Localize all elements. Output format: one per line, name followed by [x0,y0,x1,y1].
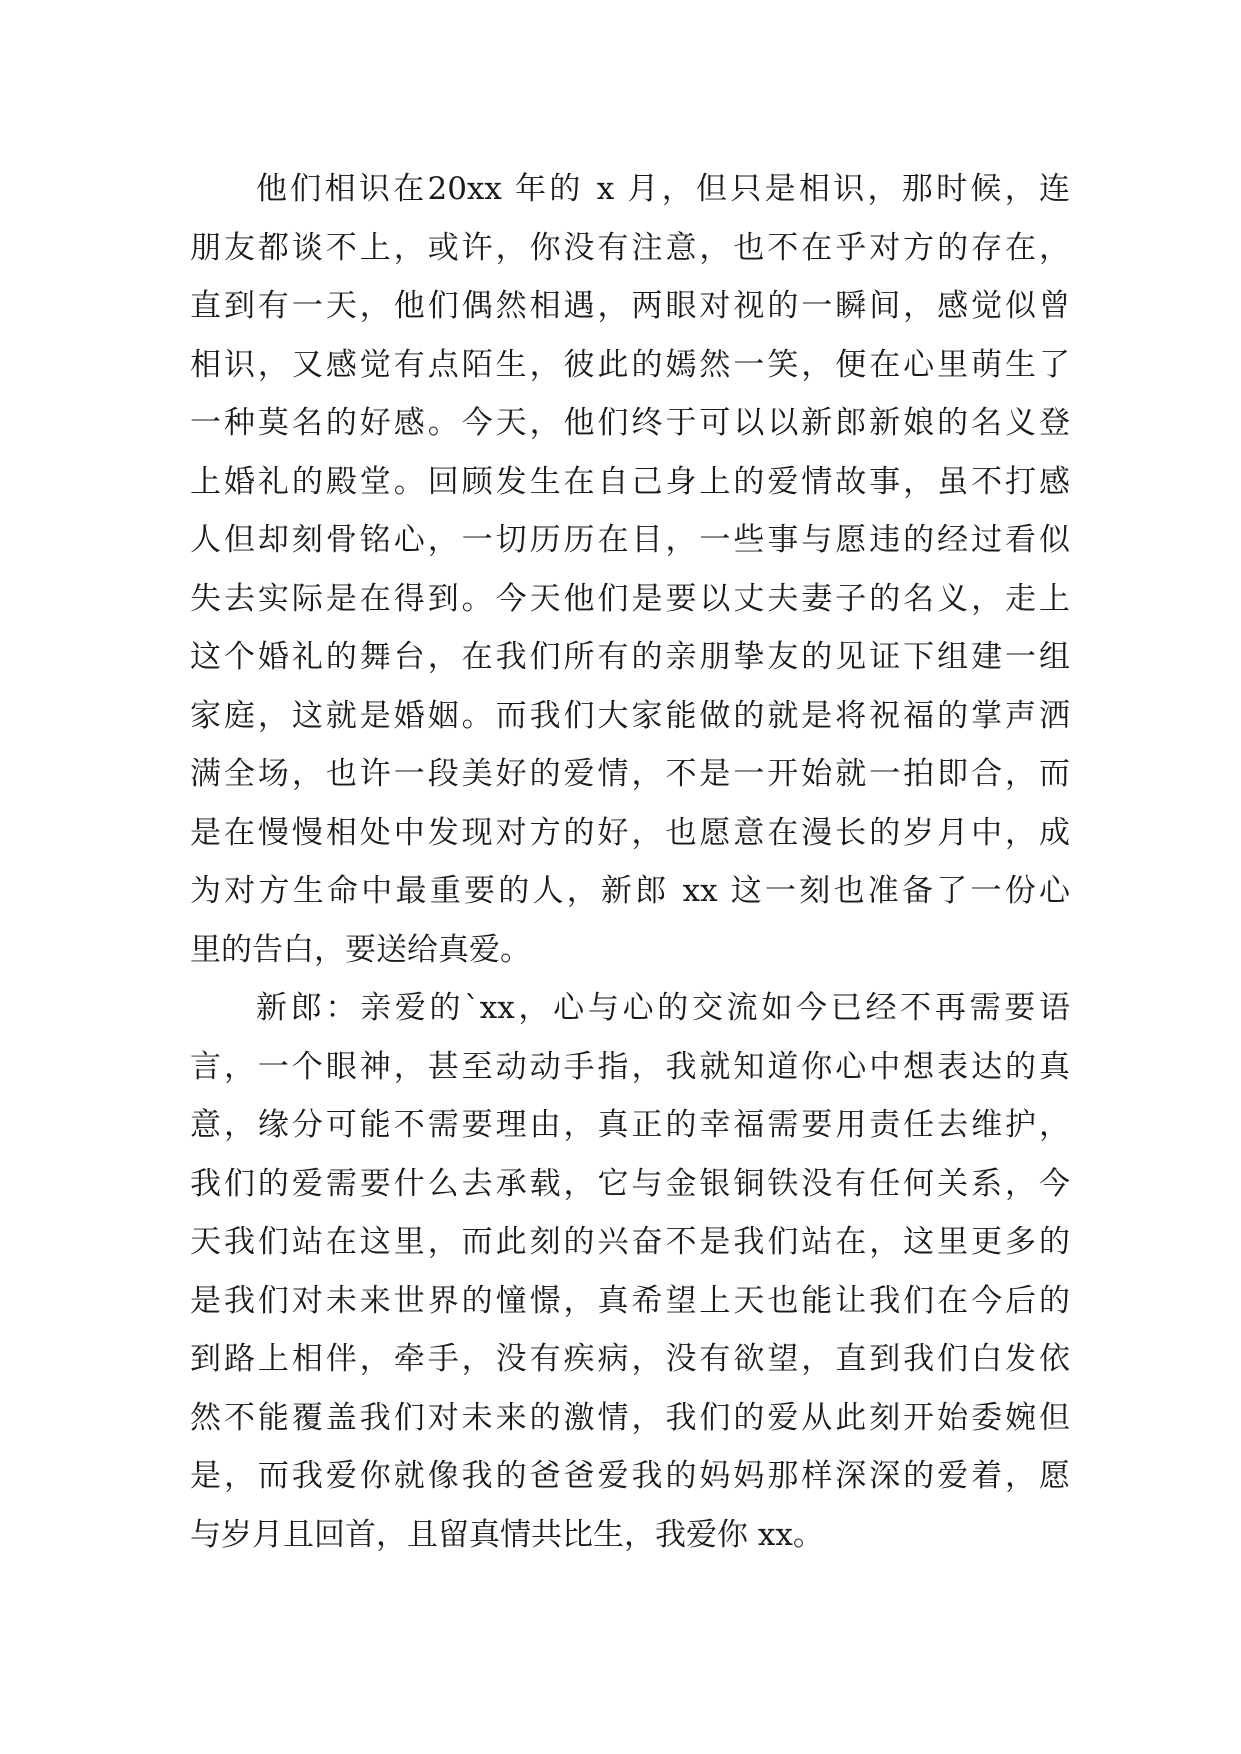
text-line: 是，而我爱你就像我的爸爸爱我的妈妈那样深深的爱着，愿 [190,1458,1070,1494]
text-line: 人但却刻骨铭心，一切历历在目，一些事与愿违的经过看似 [190,522,1070,558]
text-line: 上婚礼的殿堂。回顾发生在自己身上的爱情故事，虽不打感 [190,463,1070,500]
document-body [190,160,1070,1564]
text-line: 与岁月且回首，且留真情共比生，我爱你 xx。 [190,1516,824,1553]
text-line: 是我们对未来世界的憧憬，真希望上天也能让我们在今后的 [190,1282,1070,1319]
text-line: 里的告白，要送给真爱。 [190,931,531,968]
text-line: 直到有一天，他们偶然相遇，两眼对视的一瞬间，感觉似曾 [190,288,1070,324]
text-line: 新郎：亲爱的`xx，心与心的交流如今已经不再需要语 [256,990,1070,1026]
text-line: 这个婚礼的舞台，在我们所有的亲朋挚友的见证下组建一组 [190,639,1070,675]
text-line: 言，一个眼神，甚至动动手指，我就知道你心中想表达的真 [190,1048,1070,1085]
text-line: 他们相识在20xx 年的 x 月，但只是相识，那时候，连 [256,171,1070,207]
text-line: 失去实际是在得到。今天他们是要以丈夫妻子的名义，走上 [190,580,1070,617]
text-line: 家庭，这就是婚姻。而我们大家能做的就是将祝福的掌声洒 [190,697,1070,734]
text-line: 是在慢慢相处中发现对方的好，也愿意在漫长的岁月中，成 [190,814,1070,851]
text-line: 然不能覆盖我们对未来的激情，我们的爱从此刻开始委婉但 [190,1399,1070,1436]
text-line: 到路上相伴，牵手，没有疾病，没有欲望，直到我们白发依 [190,1341,1070,1377]
text-line: 意，缘分可能不需要理由，真正的幸福需要用责任去维护， [190,1107,1070,1143]
text-line: 我们的爱需要什么去承载，它与金银铜铁没有任何关系，今 [190,1165,1070,1202]
text-line: 朋友都谈不上，或许，你没有注意，也不在乎对方的存在， [190,229,1070,266]
text-line: 相识，又感觉有点陌生，彼此的嫣然一笑，便在心里萌生了 [190,346,1070,383]
text-line: 为对方生命中最重要的人，新郎 xx 这一刻也准备了一份心 [190,873,1070,909]
paragraph-1 [190,160,1070,979]
text-line: 满全场，也许一段美好的爱情，不是一开始就一拍即合，而 [190,756,1070,792]
paragraph-2 [190,979,1070,1564]
text-line: 天我们站在这里，而此刻的兴奋不是我们站在，这里更多的 [190,1224,1070,1260]
text-line: 一种莫名的好感。今天，他们终于可以以新郎新娘的名义登 [190,405,1070,441]
